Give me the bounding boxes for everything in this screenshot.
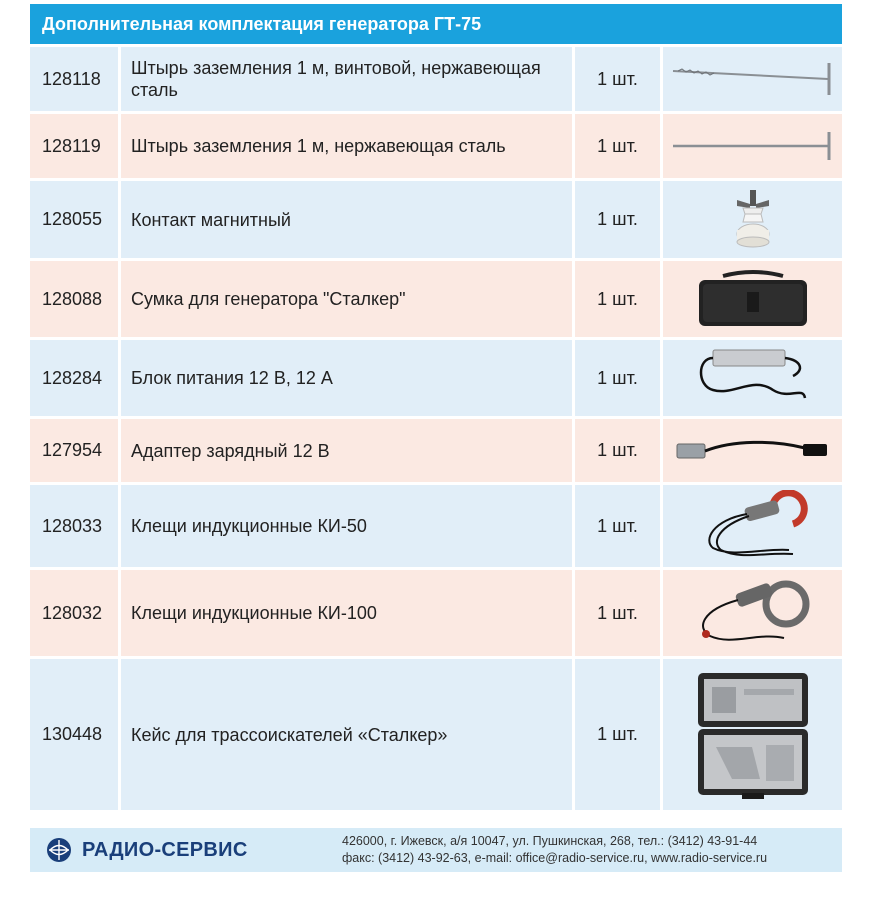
case-icon — [692, 667, 814, 803]
item-code: 128284 — [30, 340, 118, 416]
items-table — [30, 47, 842, 810]
radio-service-logo-icon — [46, 837, 72, 863]
contact-info — [342, 833, 767, 867]
item-image-cell — [663, 181, 842, 258]
item-code: 128055 — [30, 181, 118, 258]
item-qty: 1 шт. — [575, 659, 660, 810]
company-logo — [46, 837, 342, 863]
table-row — [30, 419, 842, 482]
item-image-cell — [663, 47, 842, 111]
table-row — [30, 340, 842, 416]
item-code: 130448 — [30, 659, 118, 810]
item-name: Адаптер зарядный 12 В — [121, 419, 572, 482]
item-qty: 1 шт. — [575, 570, 660, 656]
item-qty: 1 шт. — [575, 181, 660, 258]
induction-clamp-icon — [693, 490, 813, 562]
item-image-cell — [663, 659, 842, 810]
item-image-cell — [663, 570, 842, 656]
power-supply-icon — [693, 346, 813, 410]
charging-adapter-icon — [673, 436, 833, 466]
table-row — [30, 659, 842, 810]
item-image-cell — [663, 485, 842, 567]
item-code: 128118 — [30, 47, 118, 111]
table-row — [30, 570, 842, 656]
table-row — [30, 181, 842, 258]
item-name: Клещи индукционные КИ-50 — [121, 485, 572, 567]
magnetic-contact-icon — [723, 188, 783, 252]
ground-rod-icon — [668, 126, 838, 166]
table-row — [30, 47, 842, 111]
item-code: 128119 — [30, 114, 118, 178]
item-code: 128033 — [30, 485, 118, 567]
table-row — [30, 114, 842, 178]
item-name: Блок питания 12 В, 12 А — [121, 340, 572, 416]
table-row — [30, 261, 842, 337]
screw-ground-rod-icon — [668, 59, 838, 99]
item-qty: 1 шт. — [575, 340, 660, 416]
item-qty: 1 шт. — [575, 114, 660, 178]
item-name: Сумка для генератора "Сталкер" — [121, 261, 572, 337]
address-line: 426000, г. Ижевск, а/я 10047, ул. Пушкинская, 268, тел.: (3412) 43-91-44 — [342, 834, 758, 848]
item-image-cell — [663, 114, 842, 178]
item-name: Кейс для трассоискателей «Сталкер» — [121, 659, 572, 810]
item-name: Контакт магнитный — [121, 181, 572, 258]
item-qty: 1 шт. — [575, 419, 660, 482]
item-qty: 1 шт. — [575, 47, 660, 111]
table-row — [30, 485, 842, 567]
table-title: Дополнительная комплектация генератора ГТ-75 — [30, 4, 842, 44]
item-image-cell — [663, 340, 842, 416]
footer — [30, 828, 842, 872]
item-code: 128032 — [30, 570, 118, 656]
bag-icon — [693, 268, 813, 330]
item-qty: 1 шт. — [575, 485, 660, 567]
contacts-line: факс: (3412) 43-92-63, e-mail: office@radio-service.ru, www.radio-service.ru — [342, 851, 768, 865]
item-name: Клещи индукционные КИ-100 — [121, 570, 572, 656]
item-name: Штырь заземления 1 м, винтовой, нержавеющая сталь — [121, 47, 572, 111]
item-code: 128088 — [30, 261, 118, 337]
item-image-cell — [663, 419, 842, 482]
induction-clamp-large-icon — [688, 576, 818, 650]
brand-name: РАДИО-СЕРВИС — [82, 838, 248, 861]
equipment-sheet — [30, 4, 842, 813]
item-qty: 1 шт. — [575, 261, 660, 337]
item-image-cell — [663, 261, 842, 337]
item-name: Штырь заземления 1 м, нержавеющая сталь — [121, 114, 572, 178]
item-code: 127954 — [30, 419, 118, 482]
